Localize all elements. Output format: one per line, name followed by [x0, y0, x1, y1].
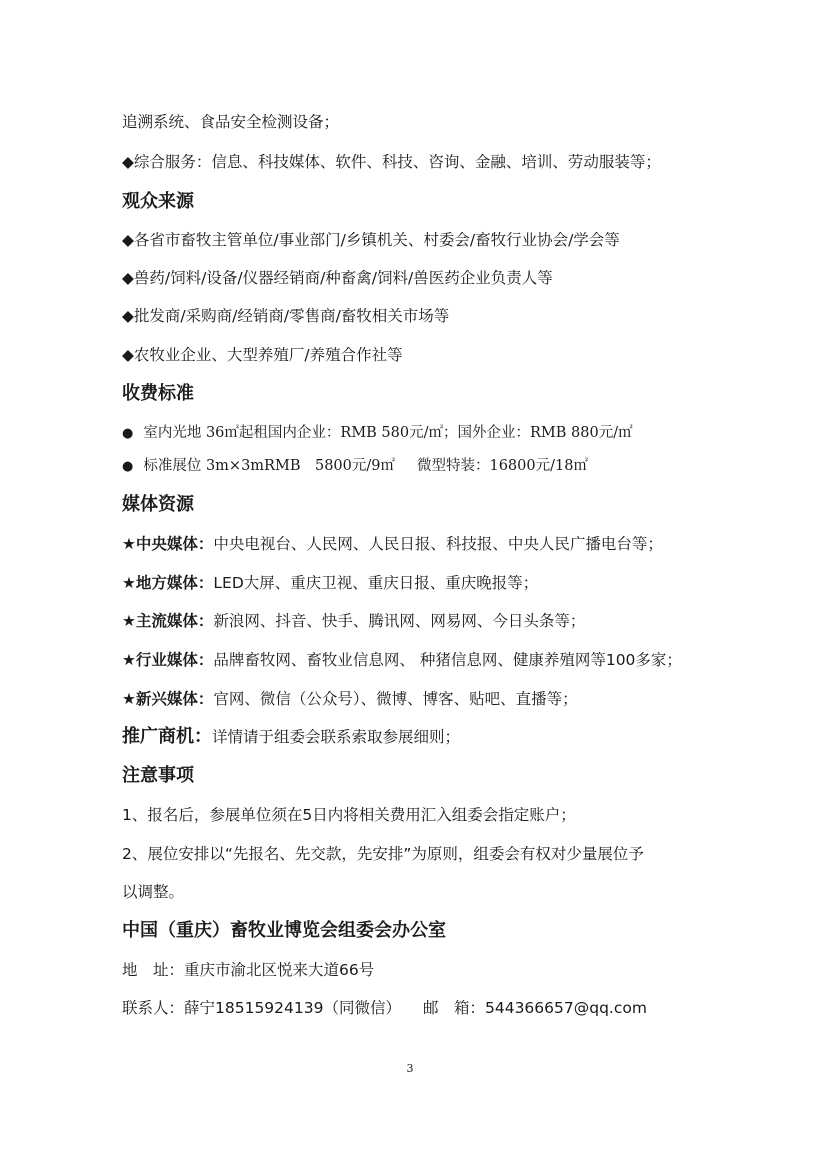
fee-standard-booth-text: 标准展位 3m×3mRMB 5800元/9㎡: [143, 458, 395, 474]
media-text-central: 中央电视台、人民网、人民日报、科技报、中央人民广播电台等；: [213, 535, 663, 553]
media-line-industry: [122, 649, 780, 671]
fee-raw-space-text: 室内光地 36㎡起租国内企业：RMB 580元/㎡；国外企业：RMB 880元/㎡: [143, 425, 633, 441]
media-text-mainstream: 新浪网、抖音、快手、腾讯网、网易网、今日头条等；: [213, 612, 586, 630]
media-text-industry: 品牌畜牧网、畜牧业信息网、 种猪信息网、健康养殖网等100多家；: [213, 651, 682, 669]
text-line-traceability: 追溯系统、食品安全检测设备；: [122, 113, 340, 131]
text-line-services: ◆综合服务：信息、科技媒体、软件、科技、咨询、金融、培训、劳动服装等；: [122, 153, 661, 171]
heading-notes: 注意事项: [122, 765, 194, 786]
note-item-2-continued: 以调整。: [122, 883, 185, 901]
contact-email: 邮 箱：544366657@qq.com: [422, 999, 647, 1017]
fee-micro-special-text: 微型特装：16800元/18㎡: [416, 458, 588, 474]
heading-organizing-office: 中国（重庆）畜牧业博览会组委会办公室: [122, 920, 446, 941]
media-label-mainstream: ★主流媒体：: [122, 612, 214, 630]
promotion-text: 详情请于组委会联系索取参展细则；: [212, 728, 461, 746]
media-text-local: LED大屏、重庆卫视、重庆日报、重庆晚报等；: [213, 574, 539, 592]
media-line-mainstream: [122, 610, 780, 632]
media-text-emerging: 官网、微信（公众号）、微博、博客、贴吧、直播等；: [213, 690, 578, 708]
heading-media-resources: 媒体资源: [122, 494, 194, 515]
contact-person: 联系人：薛宁18515924139（同微信）: [122, 999, 401, 1017]
note-item-1: 1、报名后，参展单位须在5日内将相关费用汇入组委会指定账户；: [122, 806, 576, 824]
media-label-central: ★中央媒体：: [122, 535, 214, 553]
fee-line-raw-space: [122, 422, 780, 445]
contact-line: [122, 997, 780, 1019]
bullet-dot: ●: [122, 459, 134, 474]
fee-line-standard-booth: [122, 455, 780, 478]
promotion-line: [122, 726, 780, 748]
media-label-local: ★地方媒体：: [122, 574, 214, 592]
media-line-emerging: [122, 688, 780, 710]
address-line: 地 址：重庆市渝北区悦来大道66号: [122, 961, 375, 979]
media-label-emerging: ★新兴媒体：: [122, 690, 214, 708]
heading-fee-standard: 收费标准: [122, 383, 194, 404]
heading-audience-source: 观众来源: [122, 191, 194, 212]
list-item-audience-2: ◆兽药/饲料/设备/仪器经销商/种畜禽/饲料/兽医药企业负责人等: [122, 269, 553, 287]
list-item-audience-3: ◆批发商/采购商/经销商/零售商/畜牧相关市场等: [122, 307, 450, 325]
page-number: 3: [406, 1062, 414, 1075]
media-label-industry: ★行业媒体：: [122, 651, 214, 669]
promotion-label: 推广商机：: [122, 726, 212, 747]
media-line-local: [122, 572, 780, 594]
note-item-2: 2、展位安排以“先报名、先交款，先安排”为原则，组委会有权对少量展位予: [122, 845, 644, 863]
media-line-central: [122, 533, 780, 555]
list-item-audience-4: ◆农牧业企业、大型养殖厂/养殖合作社等: [122, 346, 403, 364]
bullet-dot: ●: [122, 426, 134, 441]
list-item-audience-1: ◆各省市畜牧主管单位/事业部门/乡镇机关、村委会/畜牧行业协会/学会等: [122, 231, 620, 249]
